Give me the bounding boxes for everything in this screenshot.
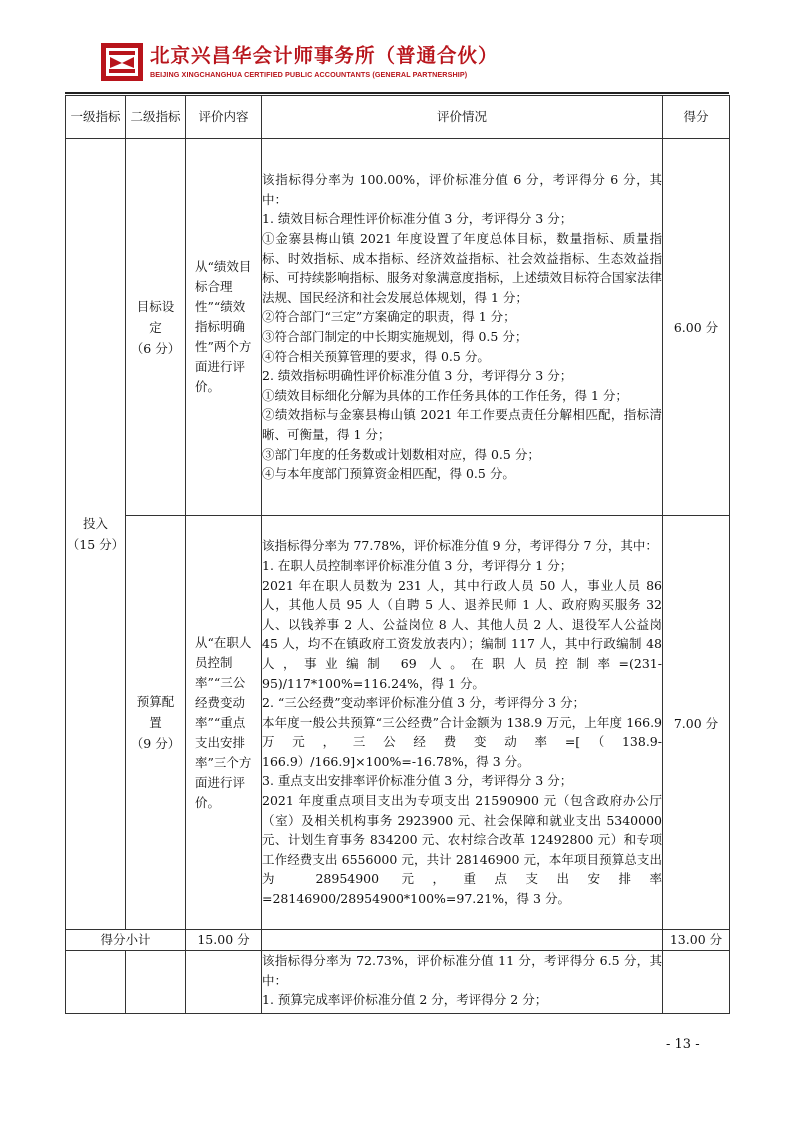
evaluation-table	[65, 95, 730, 1014]
firm-name-cn: 北京兴昌华会计师事务所（普通合伙）	[150, 44, 499, 67]
detail-line: 该指标得分率为 72.73%，评价标准分值 11 分，考评得分 6.5 分，其中：	[262, 953, 662, 988]
detail-line: 1. 绩效目标合理性评价标准分值 3 分，考评得分 3 分；	[262, 211, 573, 227]
table-row	[66, 951, 730, 1014]
content-cell	[186, 951, 262, 1014]
table-header-row	[66, 96, 730, 139]
level2-cell	[126, 516, 186, 930]
level1-name: 投入	[82, 516, 108, 531]
detail-line: 2021 年在职人员数为 231 人，其中行政人员 50 人，事业人员 86 人，其他人员 95 人（自聘 5 人、退养民师 1 人、政府购买服务 32 人、以钱养事 2 人、公益岗位 8 人、其他人员 2 人、退役军人公益岗 45 人，均不在镇政府工资发放表内）；编制 117 人，其中行政编制 48 人，事业编制 69 人。在职人员控制率=(231-95)/117*100%=116.24%，得 1 分。	[262, 577, 662, 691]
subtotal-row	[66, 930, 730, 951]
detail-cell	[262, 951, 663, 1014]
detail-line: 2. “三公经费”变动率评价标准分值 3 分，考评得分 3 分；	[262, 695, 585, 711]
detail-line: 该指标得分率为 100.00%，评价标准分值 6 分，考评得分 6 分，其中：	[262, 172, 662, 207]
header-score: 得分	[663, 96, 730, 139]
detail-line: 3. 重点支出安排率评价标准分值 3 分，考评得分 3 分；	[262, 773, 573, 789]
firm-name-en: BEIJING XINGCHANGHUA CERTIFIED PUBLIC ACCOUNTANTS (GENERAL PARTNERSHIP)	[150, 70, 468, 79]
detail-line: 2021 年度重点项目支出为专项支出 21590900 元（包含政府办公厅（室）及相关机构事务 2923900 元、社会保障和就业支出 5340000 元、计划生育事务 834200 元、农村综合改革 12492800 元）和专项工作经费支出 6556000 元，共计 28146900 元，本年项目预算总支出为 28954900 元，重点支出安排率=28146900/28954900*100%=97.21%，得 3 分。	[262, 793, 662, 907]
detail-line: ③符合部门制定的中长期实施规划，得 0.5 分；	[262, 329, 528, 344]
detail-line: ②符合部门“三定”方案确定的职责，得 1 分；	[262, 309, 516, 325]
detail-line: 该指标得分率为 77.78%，评价标准分值 9 分，考评得分 7 分，其中：	[262, 538, 658, 554]
level2-score: （9 分）	[130, 736, 181, 751]
level2-score: （6 分）	[130, 340, 181, 356]
header-level2: 二级指标	[126, 96, 186, 139]
level1-score: （15 分）	[66, 537, 125, 552]
table-row	[66, 516, 730, 930]
detail-line: ③部门年度的任务数或计划数相对应，得 0.5 分；	[262, 446, 540, 462]
detail-cell	[262, 516, 663, 930]
level1-cell	[66, 951, 126, 1014]
detail-line: 2. 绩效指标明确性评价标准分值 3 分，考评得分 3 分；	[262, 368, 573, 384]
page-number: - 13 -	[666, 1037, 700, 1052]
subtotal-full-score: 15.00 分	[186, 930, 262, 951]
detail-line: 本年度一般公共预算“三公经费”合计金额为 138.9 万元，上年度 166.9 万元，三公经费变动率=[（138.9-166.9）/166.9]×100%=-16.78%，得 3 分。	[262, 714, 662, 769]
detail-line: ①金寨县梅山镇 2021 年度设置了年度总体目标，数量指标、质量指标、时效指标、成本指标、经济效益指标、社会效益指标、生态效益指标、可持续影响指标、服务对象满意度指标，上述绩效目标符合国家法律法规、国民经济和社会发展总体规划，得 1 分；	[262, 231, 663, 305]
detail-line: ④与本年度部门预算资金相匹配，得 0.5 分。	[262, 466, 515, 482]
content-cell: 从“在职人员控制率”“三公经费变动率”“重点支出安排率”三个方面进行评价。	[186, 516, 262, 930]
header-level1: 一级指标	[66, 96, 126, 139]
content-cell: 从“绩效目标合理性”“绩效指标明确性”两个方面进行评价。	[186, 139, 262, 516]
level2-name: 目标设定	[136, 298, 175, 335]
subtotal-label: 得分小计	[66, 930, 186, 951]
table-row	[66, 139, 730, 516]
score-cell	[663, 951, 730, 1014]
score-cell: 6.00 分	[663, 139, 730, 516]
header-detail: 评价情况	[262, 96, 663, 139]
level2-cell	[126, 139, 186, 516]
letterhead	[100, 40, 720, 86]
detail-cell	[262, 139, 663, 516]
detail-line: ④符合相关预算管理的要求，得 0.5 分。	[262, 348, 490, 364]
header-content: 评价内容	[186, 96, 262, 139]
score-cell: 7.00 分	[663, 516, 730, 930]
subtotal-blank	[262, 930, 663, 951]
subtotal-score: 13.00 分	[663, 930, 730, 951]
level1-cell	[66, 139, 126, 930]
level2-cell	[126, 951, 186, 1014]
detail-line: 1. 在职人员控制率评价标准分值 3 分，考评得分 1 分；	[262, 557, 573, 573]
header-divider	[65, 92, 729, 94]
detail-line: 1. 预算完成率评价标准分值 2 分，考评得分 2 分；	[262, 992, 548, 1008]
level2-name: 预算配置	[136, 694, 175, 730]
firm-logo-icon	[100, 40, 144, 84]
detail-line: ②绩效指标与金寨县梅山镇 2021 年工作要点责任分解相匹配，指标清晰、可衡量，得 1 分；	[262, 407, 662, 442]
detail-line: ①绩效目标细化分解为具体的工作任务具体的工作任务，得 1 分；	[262, 387, 628, 403]
